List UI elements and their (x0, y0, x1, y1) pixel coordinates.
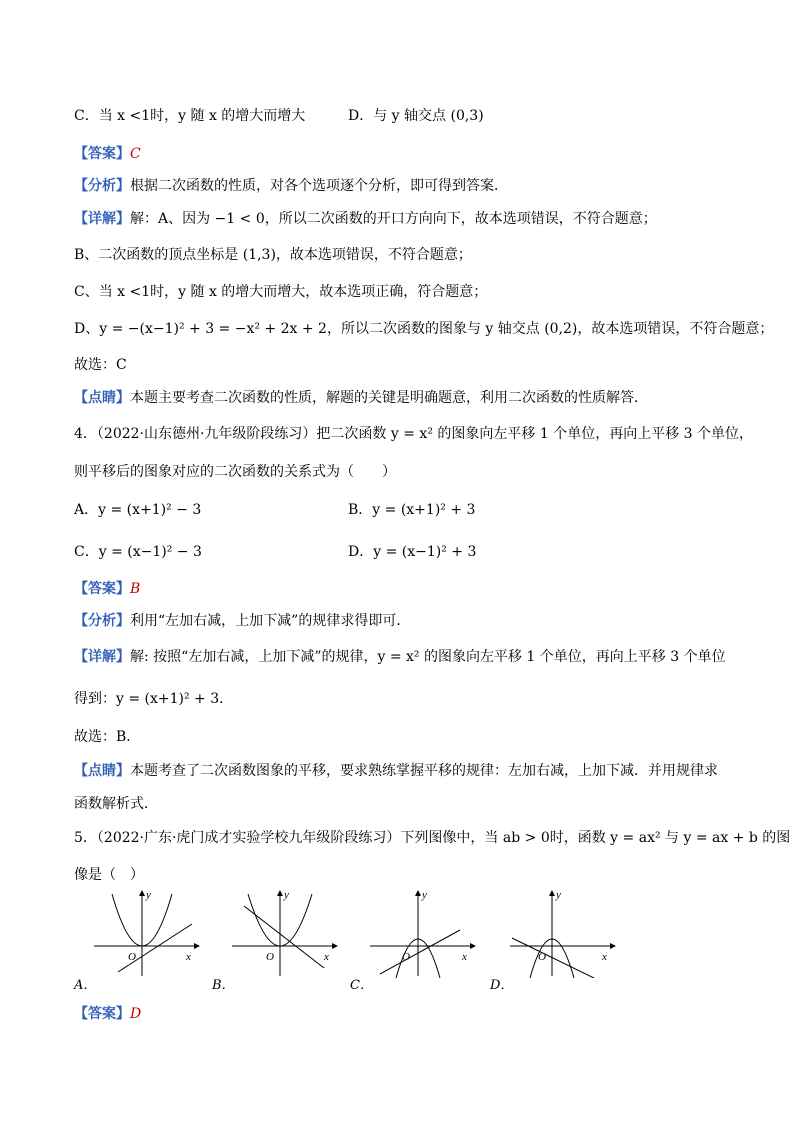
y-arrow (415, 890, 421, 896)
y-label: y (422, 889, 427, 901)
q4-choose: 故选：B． (74, 729, 141, 745)
graph-a-label: A． (74, 978, 97, 993)
q4-stem-line2: 则平移后的图象对应的二次函数的关系式为（ ） (74, 464, 396, 480)
origin-label: O (266, 951, 274, 963)
q4-comment-line1 (74, 762, 718, 780)
analysis-tag: 【分析】 (74, 178, 130, 194)
q4-option-c: C．y = (x−1)² − 3 (74, 544, 202, 560)
q3-detail-c: C、当 x <1时，y 随 x 的增大而增大，故本选项正确，符合题意； (74, 284, 488, 300)
detail-text: 解: 按照“左加右减，上加下减”的规律，y = x² 的图象向左平移 1 个单位，再向上平移 3 个单位 (130, 649, 726, 665)
q3-comment (74, 389, 648, 407)
detail-tag: 【详解】 (74, 649, 130, 665)
answer-value: C (130, 146, 141, 162)
q4-option-d: D．y = (x−1)² + 3 (348, 544, 477, 560)
graph-d (506, 888, 618, 978)
q4-option-b: B．y = (x+1)² + 3 (348, 502, 476, 518)
x-arrow (470, 943, 476, 949)
q3-detail-b: B、二次函数的顶点坐标是 (1,3)，故本选项错误，不符合题意； (74, 247, 472, 263)
q3-option-d: D．与 y 轴交点 (0,3) (348, 108, 484, 124)
q4-stem-line1: 4．（2022·山东德州·九年级阶段练习）把二次函数 y = x² 的图象向左平移 1 个单位，再向上平移 3 个单位， (74, 426, 753, 442)
y-label: y (284, 889, 289, 901)
q3-choose: 故选：C (74, 357, 127, 373)
answer-value: D (130, 1006, 142, 1022)
answer-tag: 【答案】 (74, 1006, 130, 1022)
q4-detail-line1 (74, 648, 726, 666)
graph-d-label: D． (490, 978, 514, 993)
y-arrow (139, 890, 145, 896)
y-arrow (277, 890, 283, 896)
x-label: x (324, 951, 329, 963)
x-arrow (610, 943, 616, 949)
q3-analysis (74, 177, 508, 195)
graph-c-label: C． (350, 978, 373, 993)
x-arrow (332, 943, 338, 949)
graph-b-label: B． (212, 978, 235, 993)
q5-stem-line1: 5．（2022·广东·虎门成才实验学校九年级阶段练习）下列图像中，当 ab > 0时，函数 y = ax² 与 y = ax + b 的图 (74, 830, 791, 846)
line-graph (118, 924, 192, 972)
q4-option-a: A．y = (x+1)² − 3 (74, 502, 202, 518)
x-label: x (186, 951, 191, 963)
q4-detail-line2: 得到：y = (x+1)² + 3． (74, 691, 234, 707)
line-graph (512, 938, 598, 978)
q5-stem-line2: 像是（ ） (74, 867, 144, 883)
y-arrow (549, 890, 555, 896)
x-arrow (194, 943, 200, 949)
origin-label: O (538, 951, 546, 963)
y-label: y (556, 889, 561, 901)
detail-text: 解：A、因为 −1 < 0，所以二次函数的开口方向向下，故本选项错误，不符合题意； (130, 211, 657, 227)
q5-answer (74, 1005, 141, 1023)
comment-text: 本题主要考查二次函数的性质，解题的关键是明确题意，利用二次函数的性质解答． (130, 390, 648, 406)
y-label: y (146, 889, 151, 901)
analysis-text: 根据二次函数的性质，对各个选项逐个分析，即可得到答案． (130, 178, 508, 194)
line-graph (380, 930, 460, 974)
graph-a (90, 888, 202, 978)
q3-answer (74, 145, 141, 163)
x-label: x (602, 951, 607, 963)
answer-tag: 【答案】 (74, 581, 130, 597)
q3-option-c: C．当 x <1时，y 随 x 的增大而增大 (74, 108, 306, 124)
origin-label: O (402, 951, 410, 963)
answer-value: B (130, 581, 141, 597)
origin-label: O (128, 951, 136, 963)
graph-c (366, 888, 478, 978)
detail-tag: 【详解】 (74, 211, 130, 227)
comment-tag: 【点睛】 (74, 763, 130, 779)
q4-analysis (74, 612, 410, 630)
q4-answer (74, 580, 140, 598)
comment-tag: 【点睛】 (74, 390, 130, 406)
q3-detail-d: D、y = −(x−1)² + 3 = −x² + 2x + 2，所以二次函数的图象与 y 轴交点 (0,2)，故本选项错误，不符合题意； (74, 321, 774, 337)
q3-detail-a (74, 210, 657, 228)
analysis-text: 利用“左加右减，上加下减”的规律求得即可． (130, 613, 411, 629)
answer-tag: 【答案】 (74, 146, 130, 162)
analysis-tag: 【分析】 (74, 613, 130, 629)
comment-text: 本题考查了二次函数图象的平移，要求熟练掌握平移的规律：左加右减，上加下减．并用规律求 (130, 763, 718, 779)
x-label: x (462, 951, 467, 963)
line-graph (244, 906, 324, 968)
q4-comment-line2: 函数解析式． (74, 796, 158, 812)
graph-b (228, 888, 340, 978)
